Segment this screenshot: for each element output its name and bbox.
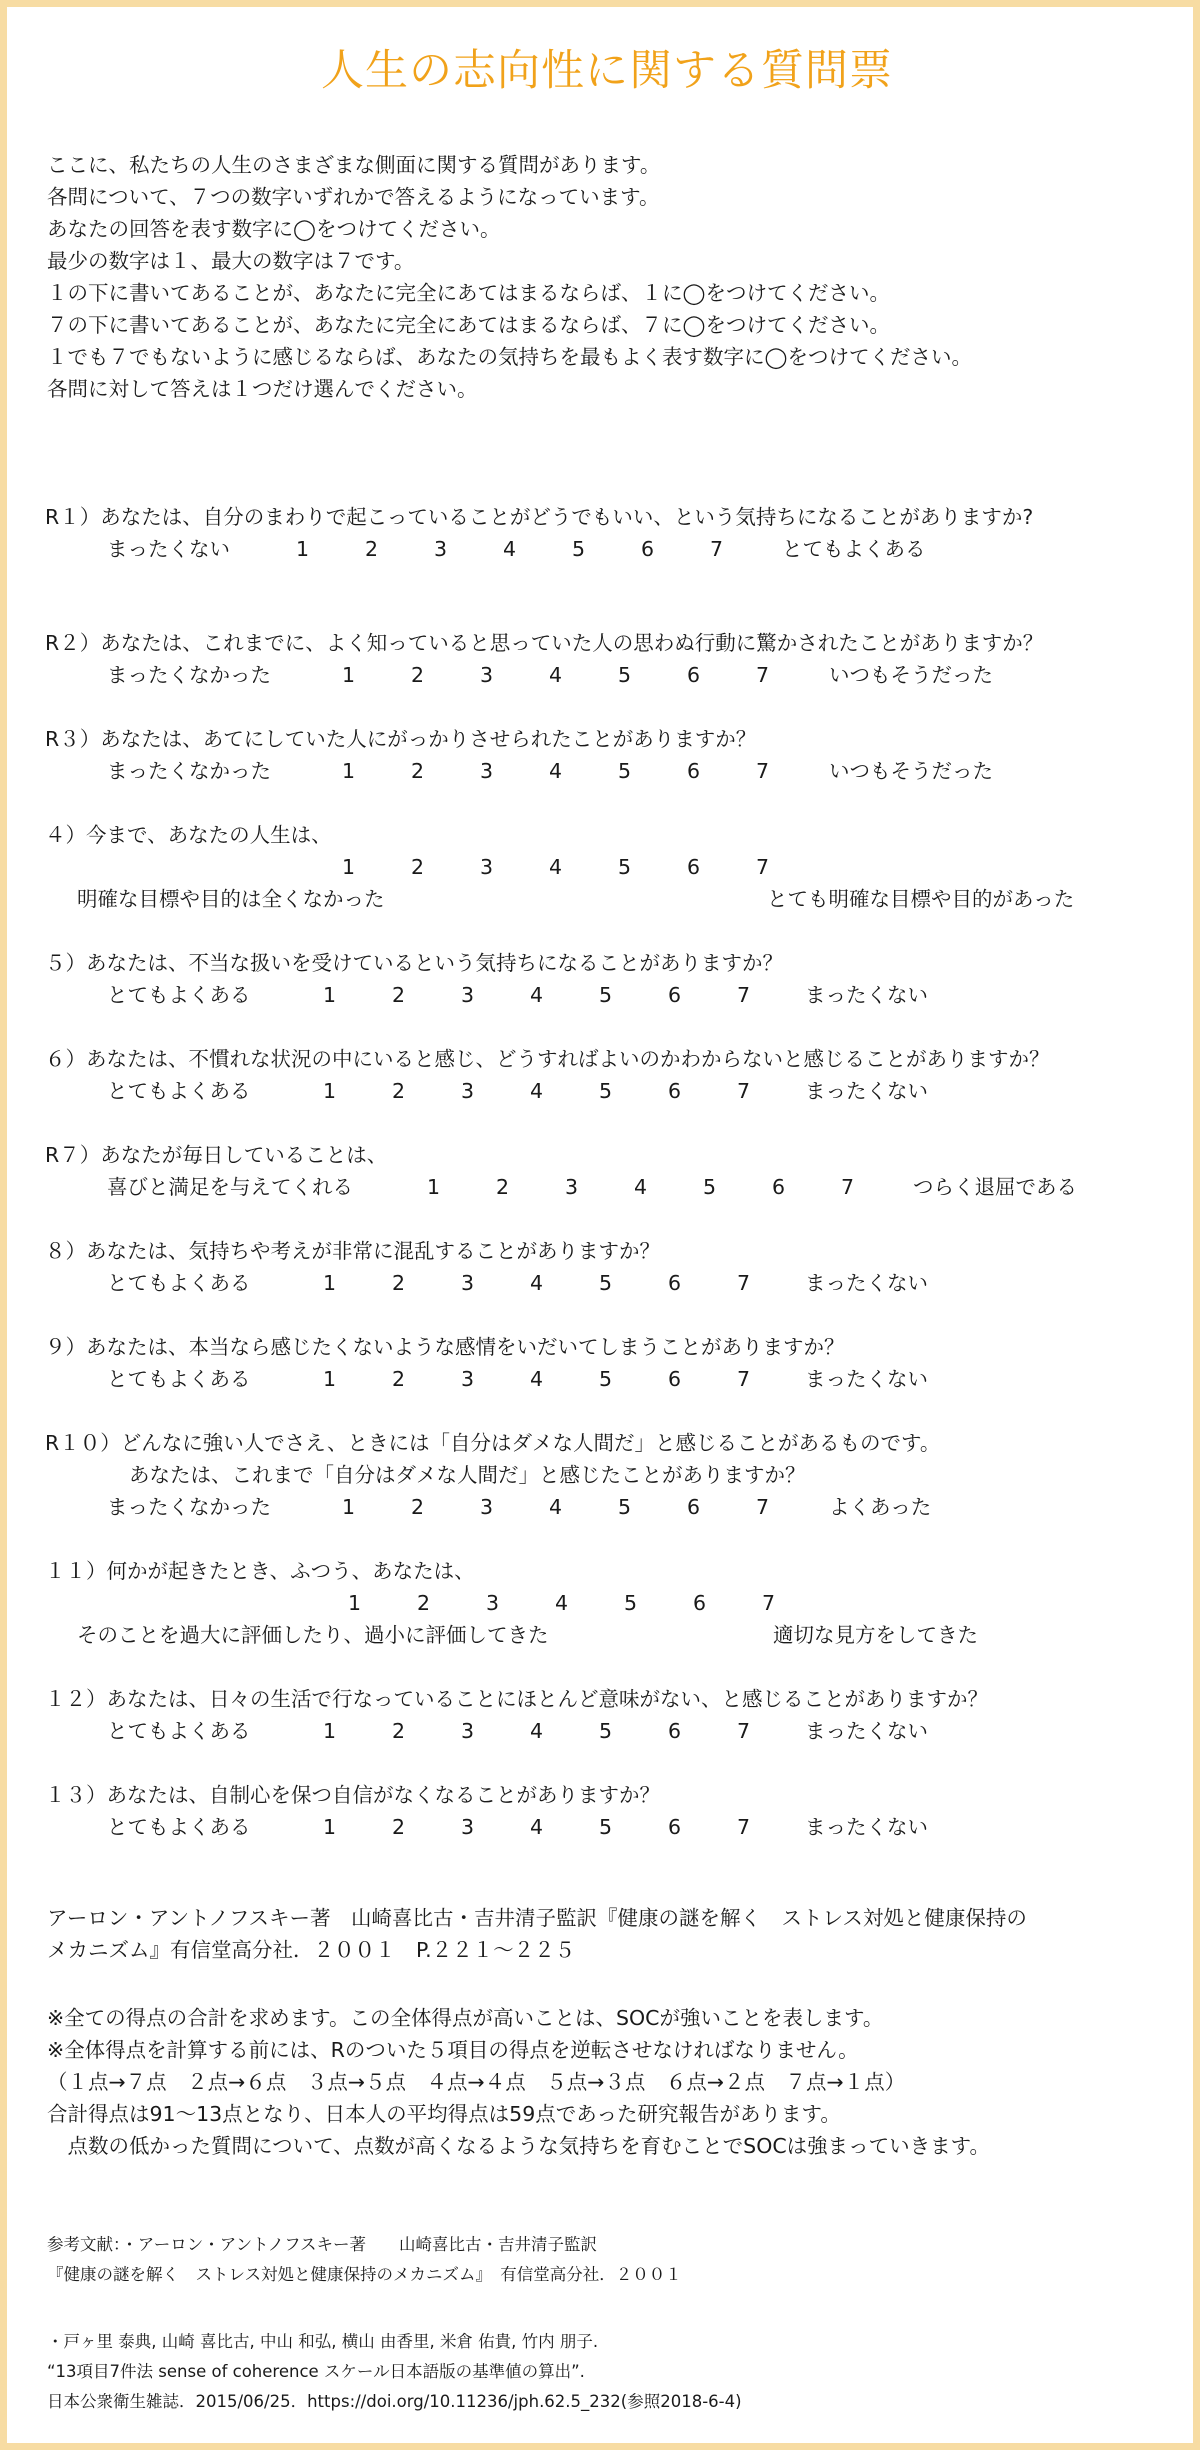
scale-left-label: まったくない — [107, 537, 230, 561]
intro-line: 各問に対して答えは１つだけ選んでください。 — [47, 377, 478, 401]
scale-right-label: まったくない — [805, 1271, 928, 1295]
scale-option-1[interactable]: 1 — [342, 663, 356, 687]
scale-option-3[interactable]: 3 — [486, 1591, 500, 1615]
scale-option-2[interactable]: 2 — [417, 1591, 431, 1615]
question-12 — [45, 1683, 1185, 1747]
scale-option-4[interactable]: 4 — [549, 1495, 563, 1519]
bibliography-line: ・戸ヶ里 泰典, 山崎 喜比古, 中山 和弘, 横山 由香里, 米倉 佑貴, 竹内 朋子. — [47, 2332, 599, 2351]
scale-right-label: まったくない — [805, 1079, 928, 1103]
scale-option-2[interactable]: 2 — [392, 1079, 406, 1103]
note-line: 合計得点は91〜13点となり、日本人の平均得点は59点であった研究報告があります。 — [47, 2102, 841, 2126]
scale-option-5[interactable]: 5 — [618, 855, 632, 879]
answer-scale — [45, 1171, 1185, 1203]
scale-anchors — [45, 1619, 1185, 1651]
intro-line: １の下に書いてあることが、あなたに完全にあてはまるならば、１に◯をつけてください。 — [47, 281, 890, 305]
answer-scale — [45, 1363, 1185, 1395]
scale-option-3[interactable]: 3 — [434, 537, 448, 561]
scale-left-label: とてもよくある — [107, 983, 251, 1007]
answer-scale — [45, 1075, 1185, 1107]
bibliography — [47, 2230, 1167, 2290]
scale-left-label: とてもよくある — [107, 1079, 251, 1103]
scale-right-label: 適切な見方をしてきた — [773, 1623, 978, 1647]
answer-scale — [45, 1267, 1185, 1299]
scale-option-5[interactable]: 5 — [599, 1719, 613, 1743]
scale-right-label: つらく退屈である — [913, 1175, 1077, 1199]
answer-scale — [45, 1587, 1185, 1619]
scale-option-5[interactable]: 5 — [599, 1079, 613, 1103]
scale-option-7[interactable]: 7 — [756, 1495, 770, 1519]
scale-option-6[interactable]: 6 — [668, 1271, 682, 1295]
note-line: 点数の低かった質問について、点数が高くなるような気持ちを育むことでSOCは強まっていきます。 — [47, 2134, 990, 2158]
scale-option-6[interactable]: 6 — [687, 855, 701, 879]
scale-option-5[interactable]: 5 — [618, 663, 632, 687]
scale-right-label: まったくない — [805, 983, 928, 1007]
scale-option-7[interactable]: 7 — [756, 759, 770, 783]
scale-option-1[interactable]: 1 — [296, 537, 310, 561]
scale-right-label: いつもそうだった — [829, 759, 993, 783]
scale-option-6[interactable]: 6 — [668, 1815, 682, 1839]
scale-right-label: いつもそうだった — [829, 663, 993, 687]
scale-right-label: とても明確な目標や目的があった — [767, 887, 1075, 911]
question-text: R１０）どんなに強い人でさえ、ときには「自分はダメな人間だ」と感じることがあるものです。 — [45, 1431, 941, 1455]
question-11 — [45, 1555, 1185, 1651]
intro-line: １でも７でもないように感じるならば、あなたの気持ちを最もよく表す数字に◯をつけてください。 — [47, 345, 972, 369]
scale-option-4[interactable]: 4 — [549, 759, 563, 783]
scale-option-2[interactable]: 2 — [411, 855, 425, 879]
scale-left-label: 明確な目標や目的は全くなかった — [77, 887, 385, 911]
scale-option-4[interactable]: 4 — [530, 1367, 544, 1391]
scale-option-2[interactable]: 2 — [392, 1367, 406, 1391]
scale-option-1[interactable]: 1 — [342, 759, 356, 783]
scale-option-4[interactable]: 4 — [555, 1591, 569, 1615]
bibliography-line: 日本公衆衛生雑誌．2015/06/25．https://doi.org/10.11236/jph.62.5_232(参照2018-6-4) — [47, 2392, 742, 2411]
scale-left-label: まったくなかった — [107, 663, 271, 687]
scale-option-7[interactable]: 7 — [737, 1079, 751, 1103]
scale-option-5[interactable]: 5 — [703, 1175, 717, 1199]
reference-line: メカニズム』有信堂高分社．２００１ P.２２１〜２２５ — [47, 1938, 576, 1962]
scale-option-4[interactable]: 4 — [530, 1815, 544, 1839]
scale-option-2[interactable]: 2 — [392, 983, 406, 1007]
intro-text — [47, 149, 1167, 405]
scale-right-label: とてもよくある — [782, 537, 926, 561]
scale-option-7[interactable]: 7 — [756, 663, 770, 687]
answer-scale — [45, 659, 1185, 691]
scale-left-label: とてもよくある — [107, 1367, 251, 1391]
question-r2 — [45, 627, 1185, 691]
scale-right-label: まったくない — [805, 1815, 928, 1839]
scale-option-1[interactable]: 1 — [323, 1079, 337, 1103]
question-text: R３）あなたは、あてにしていた人にがっかりさせられたことがありますか？ — [45, 727, 757, 751]
scale-option-6[interactable]: 6 — [687, 663, 701, 687]
scale-option-3[interactable]: 3 — [480, 855, 494, 879]
bibliography-line: 『健康の謎を解く ストレス対処と健康保持のメカニズム』 有信堂高分社．２００１ — [47, 2265, 682, 2284]
scale-option-5[interactable]: 5 — [599, 1815, 613, 1839]
bibliography-secondary — [47, 2327, 1167, 2417]
scale-right-label: よくあった — [829, 1495, 932, 1519]
question-text-line2: あなたは、これまで「自分はダメな人間だ」と感じたことがありますか？ — [129, 1463, 806, 1487]
scale-option-2[interactable]: 2 — [496, 1175, 510, 1199]
question-text: ６）あなたは、不慣れな状況の中にいると感じ、どうすればよいのかわからないと感じることがありますか？ — [45, 1047, 1050, 1071]
scale-option-4[interactable]: 4 — [530, 1079, 544, 1103]
scale-option-7[interactable]: 7 — [737, 1367, 751, 1391]
scale-option-3[interactable]: 3 — [480, 759, 494, 783]
scale-option-6[interactable]: 6 — [668, 1367, 682, 1391]
answer-scale — [45, 1715, 1185, 1747]
scale-option-7[interactable]: 7 — [710, 537, 724, 561]
scale-option-3[interactable]: 3 — [480, 1495, 494, 1519]
scale-option-1[interactable]: 1 — [323, 1815, 337, 1839]
scale-option-1[interactable]: 1 — [323, 1271, 337, 1295]
scale-option-2[interactable]: 2 — [392, 1271, 406, 1295]
intro-line: ここに、私たちの人生のさまざまな側面に関する質問があります。 — [47, 153, 661, 177]
intro-line: 最少の数字は１、最大の数字は７です。 — [47, 249, 415, 273]
question-6 — [45, 1043, 1185, 1107]
scale-option-7[interactable]: 7 — [737, 983, 751, 1007]
scale-option-7[interactable]: 7 — [841, 1175, 855, 1199]
scale-option-3[interactable]: 3 — [461, 983, 475, 1007]
scale-option-3[interactable]: 3 — [480, 663, 494, 687]
scale-option-2[interactable]: 2 — [365, 537, 379, 561]
scale-option-2[interactable]: 2 — [411, 759, 425, 783]
scale-option-5[interactable]: 5 — [599, 983, 613, 1007]
question-5 — [45, 947, 1185, 1011]
intro-line: 各問について、７つの数字いずれかで答えるようになっています。 — [47, 185, 660, 209]
scale-option-1[interactable]: 1 — [323, 1719, 337, 1743]
scale-option-4[interactable]: 4 — [549, 663, 563, 687]
question-text: ８）あなたは、気持ちや考えが非常に混乱することがありますか？ — [45, 1239, 660, 1263]
question-r1 — [45, 501, 1185, 565]
question-text: R７）あなたが毎日していることは、 — [45, 1143, 388, 1167]
scoring-notes — [47, 2002, 1177, 2162]
answer-scale — [45, 533, 1185, 565]
question-8 — [45, 1235, 1185, 1299]
scale-left-label: とてもよくある — [107, 1719, 251, 1743]
scale-anchors — [45, 883, 1185, 915]
scale-left-label: まったくなかった — [107, 1495, 271, 1519]
scale-option-5[interactable]: 5 — [618, 759, 632, 783]
scale-option-4[interactable]: 4 — [530, 1719, 544, 1743]
scale-option-6[interactable]: 6 — [687, 759, 701, 783]
scale-option-6[interactable]: 6 — [687, 1495, 701, 1519]
reference-citation — [47, 1902, 1167, 1966]
scale-option-1[interactable]: 1 — [323, 983, 337, 1007]
question-text: １１）何かが起きたとき、ふつう、あなたは、 — [45, 1559, 475, 1583]
question-9 — [45, 1331, 1185, 1395]
scale-option-6[interactable]: 6 — [668, 1719, 682, 1743]
scale-option-5[interactable]: 5 — [599, 1271, 613, 1295]
question-text: ４）今まで、あなたの人生は、 — [45, 823, 332, 847]
scale-option-2[interactable]: 2 — [411, 663, 425, 687]
scale-option-7[interactable]: 7 — [737, 1815, 751, 1839]
question-text: ５）あなたは、不当な扱いを受けているという気持ちになることがありますか？ — [45, 951, 783, 975]
scale-option-5[interactable]: 5 — [572, 537, 586, 561]
scale-option-1[interactable]: 1 — [342, 855, 356, 879]
scale-option-2[interactable]: 2 — [392, 1719, 406, 1743]
reference-line: アーロン・アントノフスキー著 山崎喜比古・吉井清子監訳『健康の謎を解く ストレス対処と健康保持の — [47, 1906, 1027, 1930]
scale-option-5[interactable]: 5 — [599, 1367, 613, 1391]
intro-line: ７の下に書いてあることが、あなたに完全にあてはまるならば、７に◯をつけてください。 — [47, 313, 890, 337]
scale-option-2[interactable]: 2 — [411, 1495, 425, 1519]
scale-option-6[interactable]: 6 — [693, 1591, 707, 1615]
scale-option-3[interactable]: 3 — [565, 1175, 579, 1199]
scale-option-3[interactable]: 3 — [461, 1815, 475, 1839]
scale-option-4[interactable]: 4 — [530, 1271, 544, 1295]
question-text: R２）あなたは、これまでに、よく知っていると思っていた人の思わぬ行動に驚かされたことがありますか？ — [45, 631, 1044, 655]
scale-option-1[interactable]: 1 — [348, 1591, 362, 1615]
scale-left-label: とてもよくある — [107, 1815, 251, 1839]
scale-left-label: そのことを過大に評価したり、過小に評価してきた — [77, 1623, 549, 1647]
scale-option-4[interactable]: 4 — [634, 1175, 648, 1199]
question-text: １３）あなたは、自制心を保つ自信がなくなることがありますか？ — [45, 1783, 660, 1807]
scale-right-label: まったくない — [805, 1719, 928, 1743]
scale-right-label: まったくない — [805, 1367, 928, 1391]
scale-option-5[interactable]: 5 — [618, 1495, 632, 1519]
scale-option-3[interactable]: 3 — [461, 1271, 475, 1295]
scale-left-label: まったくなかった — [107, 759, 271, 783]
scale-option-4[interactable]: 4 — [530, 983, 544, 1007]
question-text: R１）あなたは、自分のまわりで起こっていることがどうでもいい、という気持ちになることがありますか? — [45, 505, 1034, 529]
note-line: ※全体得点を計算する前には、Rのついた５項目の得点を逆転させなければなりません。 — [47, 2038, 859, 2062]
scale-left-label: 喜びと満足を与えてくれる — [107, 1175, 353, 1199]
scale-option-1[interactable]: 1 — [427, 1175, 441, 1199]
scale-option-7[interactable]: 7 — [737, 1719, 751, 1743]
bibliography-line: “13項目7件法 sense of coherence スケール日本語版の基準値の算出”. — [47, 2362, 585, 2381]
scale-option-7[interactable]: 7 — [762, 1591, 776, 1615]
question-r10 — [45, 1427, 1185, 1523]
answer-scale — [45, 1491, 1185, 1523]
answer-scale — [45, 755, 1185, 787]
note-line: （１点→７点 ２点→６点 ３点→５点 ４点→４点 ５点→３点 ６点→２点 ７点→１点） — [47, 2070, 906, 2094]
scale-option-5[interactable]: 5 — [624, 1591, 638, 1615]
scale-option-7[interactable]: 7 — [756, 855, 770, 879]
scale-option-6[interactable]: 6 — [772, 1175, 786, 1199]
scale-option-4[interactable]: 4 — [549, 855, 563, 879]
intro-line: あなたの回答を表す数字に◯をつけてください。 — [47, 217, 501, 241]
question-r3 — [45, 723, 1185, 787]
page-title: 人生の志向性に関する質問票 — [321, 46, 893, 96]
scale-option-2[interactable]: 2 — [392, 1815, 406, 1839]
scale-option-3[interactable]: 3 — [461, 1079, 475, 1103]
question-4 — [45, 819, 1185, 915]
scale-option-3[interactable]: 3 — [461, 1719, 475, 1743]
bibliography-line: 参考文献：・アーロン・アントノフスキー著 山崎喜比古・吉井清子監訳 — [47, 2235, 597, 2254]
scale-option-6[interactable]: 6 — [668, 1079, 682, 1103]
question-r7 — [45, 1139, 1185, 1203]
note-line: ※全ての得点の合計を求めます。この全体得点が高いことは、SOCが強いことを表します。 — [47, 2006, 884, 2030]
scale-option-6[interactable]: 6 — [668, 983, 682, 1007]
answer-scale — [45, 1811, 1185, 1843]
scale-option-1[interactable]: 1 — [342, 1495, 356, 1519]
scale-option-4[interactable]: 4 — [503, 537, 517, 561]
scale-left-label: とてもよくある — [107, 1271, 251, 1295]
question-text: ９）あなたは、本当なら感じたくないような感情をいだいてしまうことがありますか？ — [45, 1335, 845, 1359]
scale-option-3[interactable]: 3 — [461, 1367, 475, 1391]
question-text: １２）あなたは、日々の生活で行なっていることにほとんど意味がない、と感じることがありますか？ — [45, 1687, 988, 1711]
question-13 — [45, 1779, 1185, 1843]
answer-scale — [45, 979, 1185, 1011]
scale-option-6[interactable]: 6 — [641, 537, 655, 561]
scale-option-7[interactable]: 7 — [737, 1271, 751, 1295]
scale-option-1[interactable]: 1 — [323, 1367, 337, 1391]
answer-scale — [45, 851, 1185, 883]
